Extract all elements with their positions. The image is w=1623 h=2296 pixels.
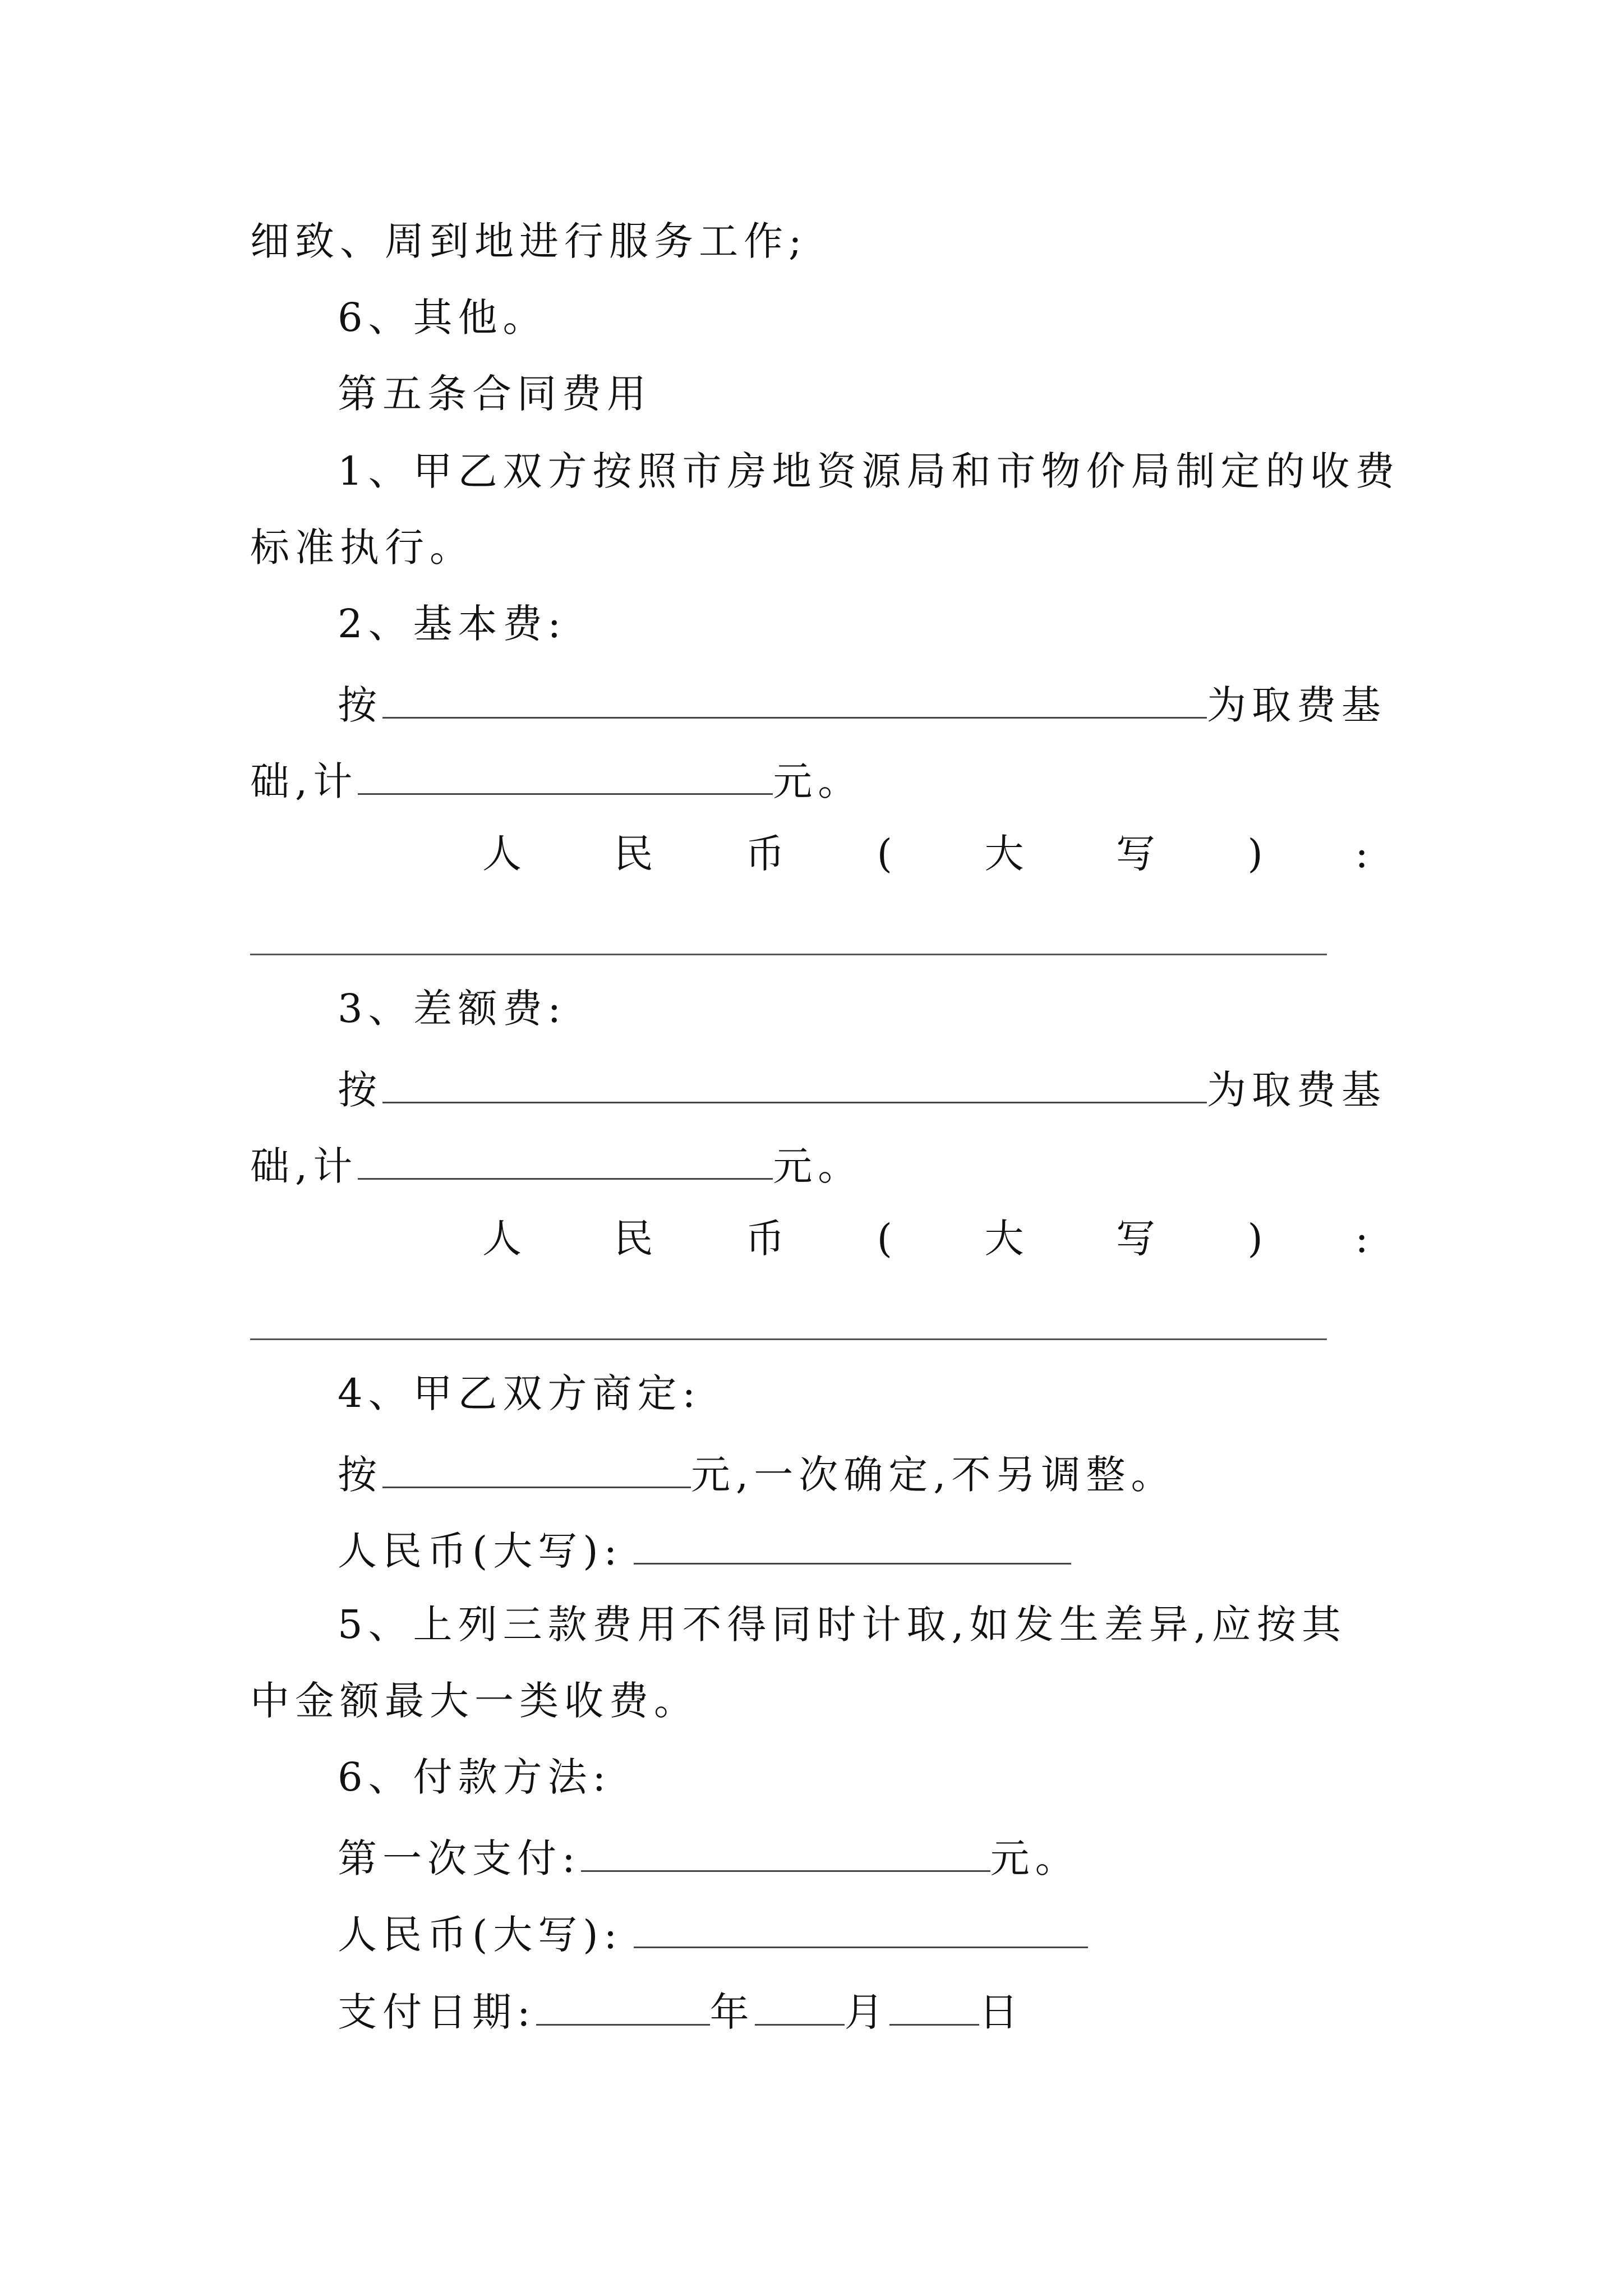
text-line: 6、付款方法: — [338, 1754, 612, 1800]
text-fragment: 元,一次确定,不另调整。 — [691, 1452, 1176, 1498]
text-line: 1、甲乙双方按照市房地资源局和市物价局制定的收费 — [338, 448, 1400, 494]
text-line: 2、基本费: — [338, 601, 567, 647]
blank-field[interactable] — [250, 1338, 1327, 1340]
spread-char: ( — [877, 831, 892, 877]
blank-field[interactable] — [382, 1059, 1207, 1103]
text-fragment: 按 — [338, 1067, 382, 1113]
text-fragment: 为取费基 — [1207, 1067, 1386, 1113]
text-fragment: 为取费基 — [1207, 682, 1386, 728]
fill-line-rmb — [338, 1904, 1088, 1962]
text-line: 4、甲乙双方商定: — [338, 1370, 702, 1416]
text-fragment: 元。 — [990, 1835, 1080, 1881]
blank-field[interactable] — [634, 1904, 1088, 1948]
spread-char: ) — [1247, 831, 1263, 877]
blank-field[interactable] — [536, 1981, 710, 2026]
rmb-uppercase-label — [482, 827, 1368, 881]
text-fragment: 人民币(大写): — [338, 1528, 623, 1574]
text-fragment: 人民币(大写): — [338, 1912, 623, 1958]
blank-field[interactable] — [382, 674, 1207, 719]
spread-char: 大 — [984, 1216, 1024, 1262]
blank-field[interactable] — [382, 1444, 691, 1488]
text-line: 标准执行。 — [250, 524, 474, 570]
blank-field[interactable] — [581, 1828, 990, 1872]
spread-char: 民 — [614, 1216, 653, 1262]
text-fragment: 按 — [338, 1452, 382, 1498]
text-line: 3、差额费: — [338, 986, 567, 1032]
blank-field[interactable] — [755, 1981, 845, 2026]
spread-char: ( — [877, 1216, 892, 1262]
blank-field[interactable] — [358, 751, 773, 795]
spread-char: 人 — [482, 1216, 522, 1262]
text-fragment: 础,计 — [250, 1143, 358, 1189]
text-fragment: 支付日期: — [338, 1989, 536, 2035]
fill-line-basis — [338, 1059, 1386, 1117]
spread-char: 币 — [745, 1216, 785, 1262]
text-fragment: 础,计 — [250, 758, 358, 804]
rmb-uppercase-label — [482, 1212, 1368, 1266]
fill-line-rmb — [338, 1520, 1071, 1578]
spread-char: 币 — [745, 831, 785, 877]
text-fragment: 元。 — [773, 758, 863, 804]
spread-char: 写 — [1115, 831, 1155, 877]
fill-line-fixed — [338, 1444, 1176, 1502]
text-line: 中金额最大一类收费。 — [250, 1678, 699, 1724]
blank-field[interactable] — [889, 1981, 979, 2026]
text-line: 5、上列三款费用不得同时计取,如发生差异,应按其 — [338, 1602, 1347, 1648]
fill-line-basis — [338, 674, 1386, 732]
fill-line-amount — [250, 1135, 863, 1193]
spread-char: 人 — [482, 831, 522, 877]
blank-field[interactable] — [250, 954, 1327, 955]
spread-char: 大 — [984, 831, 1024, 877]
text-line: 6、其他。 — [338, 295, 548, 341]
text-fragment: 月 — [844, 1989, 889, 2035]
fill-line-payment — [338, 1828, 1080, 1885]
section-heading: 第五条合同费用 — [338, 371, 652, 417]
text-fragment: 元。 — [773, 1143, 863, 1189]
text-fragment: 日 — [979, 1989, 1024, 2035]
spread-char: : — [1355, 831, 1368, 877]
spread-char: : — [1355, 1216, 1368, 1262]
blank-field[interactable] — [634, 1520, 1071, 1565]
spread-char: 写 — [1115, 1216, 1155, 1262]
fill-line-date — [338, 1981, 1024, 2039]
text-line: 细致、周到地进行服务工作; — [250, 218, 808, 264]
spread-char: 民 — [614, 831, 653, 877]
blank-field[interactable] — [358, 1135, 773, 1180]
fill-line-amount — [250, 751, 863, 808]
text-fragment: 按 — [338, 682, 382, 728]
spread-char: ) — [1247, 1216, 1263, 1262]
text-fragment: 第一次支付: — [338, 1835, 581, 1881]
text-fragment: 年 — [709, 1989, 755, 2035]
